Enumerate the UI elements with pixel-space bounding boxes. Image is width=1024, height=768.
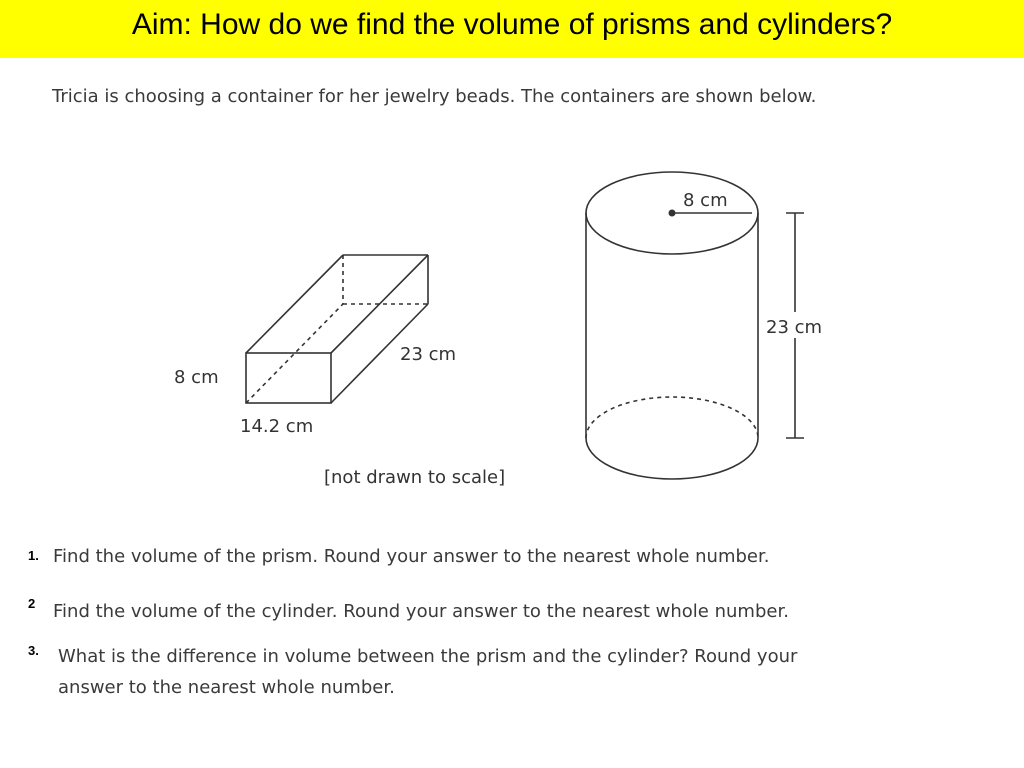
prism-diagram — [246, 255, 428, 403]
cylinder-radius-label: 8 cm — [683, 190, 728, 211]
question-1-number: 1. — [28, 548, 39, 563]
question-2-text: Find the volume of the cylinder. Round your answer to the nearest whole number. — [53, 601, 789, 622]
prism-height-label: 8 cm — [174, 367, 219, 388]
question-2-number: 2 — [28, 596, 36, 611]
prism-front-face — [246, 353, 331, 403]
cylinder-center-dot — [669, 210, 676, 217]
scale-note: [not drawn to scale] — [324, 467, 506, 488]
question-3-text-line-1: What is the difference in volume between the prism and the cylinder? Round your — [58, 646, 798, 667]
question-3-text-line-2: answer to the nearest whole number. — [58, 677, 395, 698]
prism-length-label: 23 cm — [400, 344, 457, 365]
cylinder-bottom-back-arc — [586, 397, 758, 438]
cylinder-height-label: 23 cm — [766, 317, 823, 338]
question-3-number: 3. — [28, 643, 39, 658]
cylinder-bottom-front-arc — [586, 438, 758, 479]
prism-width-label: 14.2 cm — [240, 416, 314, 437]
question-1-text: Find the volume of the prism. Round your answer to the nearest whole number. — [53, 546, 770, 567]
prism-top-left-edge — [246, 255, 343, 353]
intro-text: Tricia is choosing a container for her jewelry beads. The containers are shown below. — [52, 86, 817, 107]
slide-title: Aim: How do we find the volume of prisms and cylinders? — [131, 8, 893, 41]
